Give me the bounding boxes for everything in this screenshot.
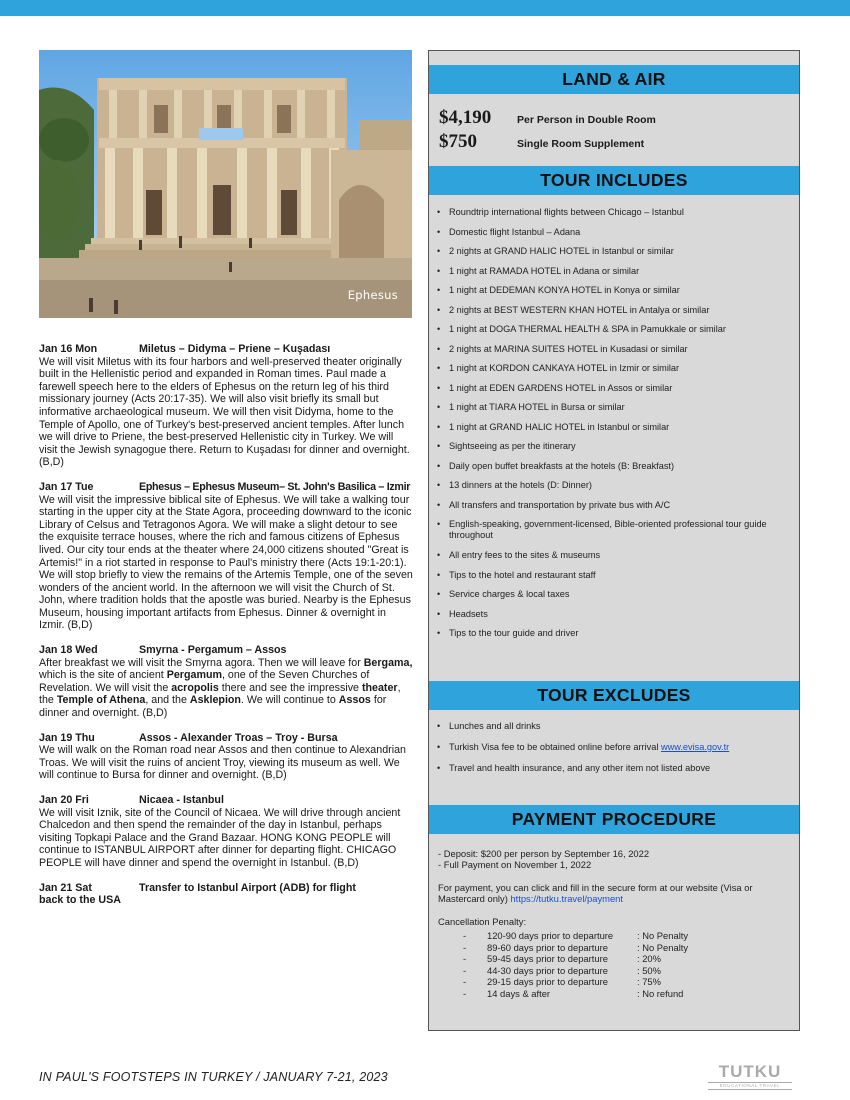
include-item: • All transfers and transportation by private bus with A/C xyxy=(435,500,795,511)
price-double-row xyxy=(439,107,656,129)
tour-excludes-list xyxy=(435,721,795,774)
penalty-row xyxy=(463,965,688,977)
day-date: Jan 18 Wed xyxy=(39,644,98,657)
tour-includes-list xyxy=(435,207,795,648)
deposit-line: - Deposit: $200 per person by September 16, 2022 xyxy=(438,848,650,859)
include-item: • Tips to the tour guide and driver xyxy=(435,628,795,639)
itinerary-day xyxy=(39,644,413,720)
penalty-value: : 75% xyxy=(637,976,661,988)
penalty-dash: - xyxy=(463,964,467,976)
payment-procedure-heading: PAYMENT PROCEDURE xyxy=(429,805,799,834)
penalty-dash: - xyxy=(463,930,467,941)
penalty-row xyxy=(463,942,688,954)
penalty-dash: - xyxy=(463,953,467,965)
price-single-row xyxy=(439,131,644,153)
exclude-item: • Turkish Visa fee to be obtained online before arrival www.evisa.gov.tr xyxy=(435,742,795,753)
day-date: Jan 20 Fri xyxy=(39,794,89,806)
logo-wordmark: TUTKU xyxy=(718,1062,782,1081)
include-item: • 1 night at GRAND HALIC HOTEL in Istanbul or similar xyxy=(435,422,795,433)
itinerary-day xyxy=(39,732,413,782)
payment-details xyxy=(438,848,793,927)
penalty-value: : No refund xyxy=(637,987,684,999)
price-single-label: Single Room Supplement xyxy=(517,138,645,150)
penalty-row xyxy=(463,988,688,1000)
include-item: • 1 night at DEDEMAN KONYA HOTEL in Konya or similar xyxy=(435,285,795,296)
include-item: • 13 dinners at the hotels (D: Dinner) xyxy=(435,480,795,491)
include-item: • 2 nights at MARINA SUITES HOTEL in Kusadasi or similar xyxy=(435,344,795,355)
include-item: • 1 night at DOGA THERMAL HEALTH & SPA in Pamukkale or similar xyxy=(435,324,795,335)
itinerary-day xyxy=(39,343,413,469)
include-item: • Domestic flight Istanbul – Adana xyxy=(435,227,795,238)
day-description: We will visit Miletus with its four harbors and well-preserved theater originally built in the Hellenistic period and expanded in Roman times. Paul made a farewell speech here to the elders of Ephesus on the return leg of his third missionary journey (Acts 20:17-35). We will also visit briefly its small but informative archaeological museum. We will then visit Didyma, home to the Temple of Apollo, one of Turkey's best-preserved ancient temples. After lunch we will drive to Priene, the best-preserved Hellenistic city in Turkey. We will visit the Jewish synagogue there. Return to Kuşadası for dinner and overnight. (B,D) xyxy=(39,355,410,469)
penalty-row xyxy=(463,976,688,988)
day-title: Assos - Alexander Troas – Troy - Bursa xyxy=(139,731,338,744)
day-description: After breakfast we will visit the Smyrna agora. Then we will leave for Bergama, which is the site of ancient Pergamum, one of the Seven Churches of Revelation. We will visit the acropolis there and see the impressive theater, the Temple of Athena, and the Asklepion. We will continue to Assos for dinner and overnight. (B,D) xyxy=(39,656,413,720)
penalty-row xyxy=(463,953,688,965)
payment-info: For payment, you can click and fill in the secure form at our website (Visa or Mastercard only) https://tutku.travel/payment xyxy=(438,881,753,905)
day-date: Jan 19 Thu xyxy=(39,731,95,744)
penalty-range: 29-15 days prior to departure xyxy=(487,976,608,988)
include-item: • 1 night at RAMADA HOTEL in Adana or similar xyxy=(435,266,795,277)
day-description: We will walk on the Roman road near Assos and then continue to Alexandrian Troas. We will visit the ruins of ancient Troy, viewing its museum as well. We will continue to Bursa for dinner and overnight. (B,D) xyxy=(39,744,406,782)
include-item: • 2 nights at GRAND HALIC HOTEL in Istanbul or similar xyxy=(435,246,795,257)
itinerary-day xyxy=(39,882,413,907)
cancellation-penalty-label: Cancellation Penalty: xyxy=(438,915,527,927)
evisa-link[interactable]: www.evisa.gov.tr xyxy=(660,742,730,752)
footer-title: IN PAUL'S FOOTSTEPS IN TURKEY / JANUARY 7-21, 2023 xyxy=(39,1070,388,1084)
ephesus-photo xyxy=(39,50,412,318)
day-description: We will visit the impressive biblical site of Ephesus. We will take a walking tour starting in the upper city at the State Agora, proceeding downward to the iconic Library of Celsus and Tetragonos Agora. We will make a slight detour to see the exquisite terrace houses, where the rich and famous citizens of Ephesus lived. Our city tour ends at the theater where 24,000 citizens shouted "Great is Artemis!" in a riot started in response to Paul's ministry there (Acts 19:1-20:1). We will stop briefly to view the remains of the Artemis Temple, one of the seven wonders of the ancient world. In the afternoon we will visit the Church of St. John, where tradition holds that the apostle was buried. Nearby is the Ephesus Museum, housing important artifacts from Ephesus. Dinner & overnight in Izmir. (B,D) xyxy=(39,493,413,632)
price-single: $750 xyxy=(439,131,477,152)
penalty-range: 14 days & after xyxy=(487,987,551,999)
land-air-heading: LAND & AIR xyxy=(429,65,799,94)
include-item: • 2 nights at BEST WESTERN KHAN HOTEL in Antalya or similar xyxy=(435,305,795,316)
cancellation-penalty-table xyxy=(463,930,688,1000)
itinerary-day xyxy=(39,794,413,870)
itinerary xyxy=(39,343,413,919)
include-item: • Roundtrip international flights between Chicago – Istanbul xyxy=(435,207,795,218)
include-item: • All entry fees to the sites & museums xyxy=(435,550,795,561)
library-of-celsus-illustration xyxy=(39,50,412,318)
exclude-item: • Lunches and all drinks xyxy=(435,721,795,732)
penalty-range: 44-30 days prior to departure xyxy=(487,964,608,976)
day-date: Jan 17 Tue xyxy=(39,480,94,493)
include-item: • 1 night at TIARA HOTEL in Bursa or similar xyxy=(435,402,795,413)
penalty-value: : No Penalty xyxy=(637,941,689,953)
penalty-dash: - xyxy=(463,976,467,988)
itinerary-day xyxy=(39,481,413,632)
penalty-range: 59-45 days prior to departure xyxy=(487,953,608,965)
day-date: Jan 21 Sat xyxy=(39,881,92,894)
include-item: • Daily open buffet breakfasts at the hotels (B: Breakfast) xyxy=(435,461,795,472)
tour-includes-heading: TOUR INCLUDES xyxy=(429,166,799,195)
penalty-value: : 20% xyxy=(637,953,661,965)
exclude-item: • Travel and health insurance, and any other item not listed above xyxy=(435,763,795,774)
penalty-dash: - xyxy=(463,987,467,999)
day-title: Miletus – Didyma – Priene – Kuşadası xyxy=(139,343,331,355)
day-description: We will visit Iznik, site of the Council of Nicaea. We will drive through ancient Chalcedon and then spend the remainder of the day in Istanbul, perhaps visiting Topkapi Palace and the Grand Bazaar. HONG KONG PEOPLE will continue to ISTANBUL AIRPORT after dinner for departing flight. CHICAGO PEOPLE will have dinner and spend the overnight in Istanbul. (B,D) xyxy=(39,806,401,869)
include-item: • Sightseeing as per the itinerary xyxy=(435,441,795,452)
full-payment-line: - Full Payment on November 1, 2022 xyxy=(438,859,592,871)
include-item: • Headsets xyxy=(435,609,795,620)
tour-excludes-heading: TOUR EXCLUDES xyxy=(429,681,799,710)
day-title: Nicaea - Istanbul xyxy=(139,794,224,806)
include-item: • Tips to the hotel and restaurant staff xyxy=(435,570,795,581)
penalty-value: : No Penalty xyxy=(637,930,689,941)
payment-link[interactable]: https://tutku.travel/payment xyxy=(510,893,623,905)
penalty-value: : 50% xyxy=(637,964,661,976)
include-item: • English-speaking, government-licensed, Bible-oriented professional tour guide throughout xyxy=(435,519,795,541)
day-title: Transfer to Istanbul Airport (ADB) for flight xyxy=(139,881,356,894)
price-double: $4,190 xyxy=(439,107,492,128)
penalty-range: 120-90 days prior to departure xyxy=(487,930,614,941)
penalty-row xyxy=(463,930,688,942)
day-title: Smyrna - Pergamum – Assos xyxy=(139,644,287,657)
tutku-logo xyxy=(708,1063,792,1091)
penalty-dash: - xyxy=(463,941,467,953)
include-item: • 1 night at KORDON CANKAYA HOTEL in Izmir or similar xyxy=(435,363,795,374)
include-item: • Service charges & local taxes xyxy=(435,589,795,600)
photo-caption: Ephesus xyxy=(347,288,398,302)
include-item: • 1 night at EDEN GARDENS HOTEL in Assos or similar xyxy=(435,383,795,394)
price-double-label: Per Person in Double Room xyxy=(517,114,656,126)
tour-info-panel xyxy=(428,50,800,1031)
day-title: Ephesus – Ephesus Museum– St. John's Basilica – Izmir xyxy=(139,480,411,493)
logo-tagline: EDUCATIONAL TRAVEL xyxy=(708,1082,792,1090)
penalty-range: 89-60 days prior to departure xyxy=(487,941,608,953)
day-title-continued: back to the USA xyxy=(39,894,121,907)
top-accent-bar xyxy=(0,0,850,16)
day-date: Jan 16 Mon xyxy=(39,343,98,355)
